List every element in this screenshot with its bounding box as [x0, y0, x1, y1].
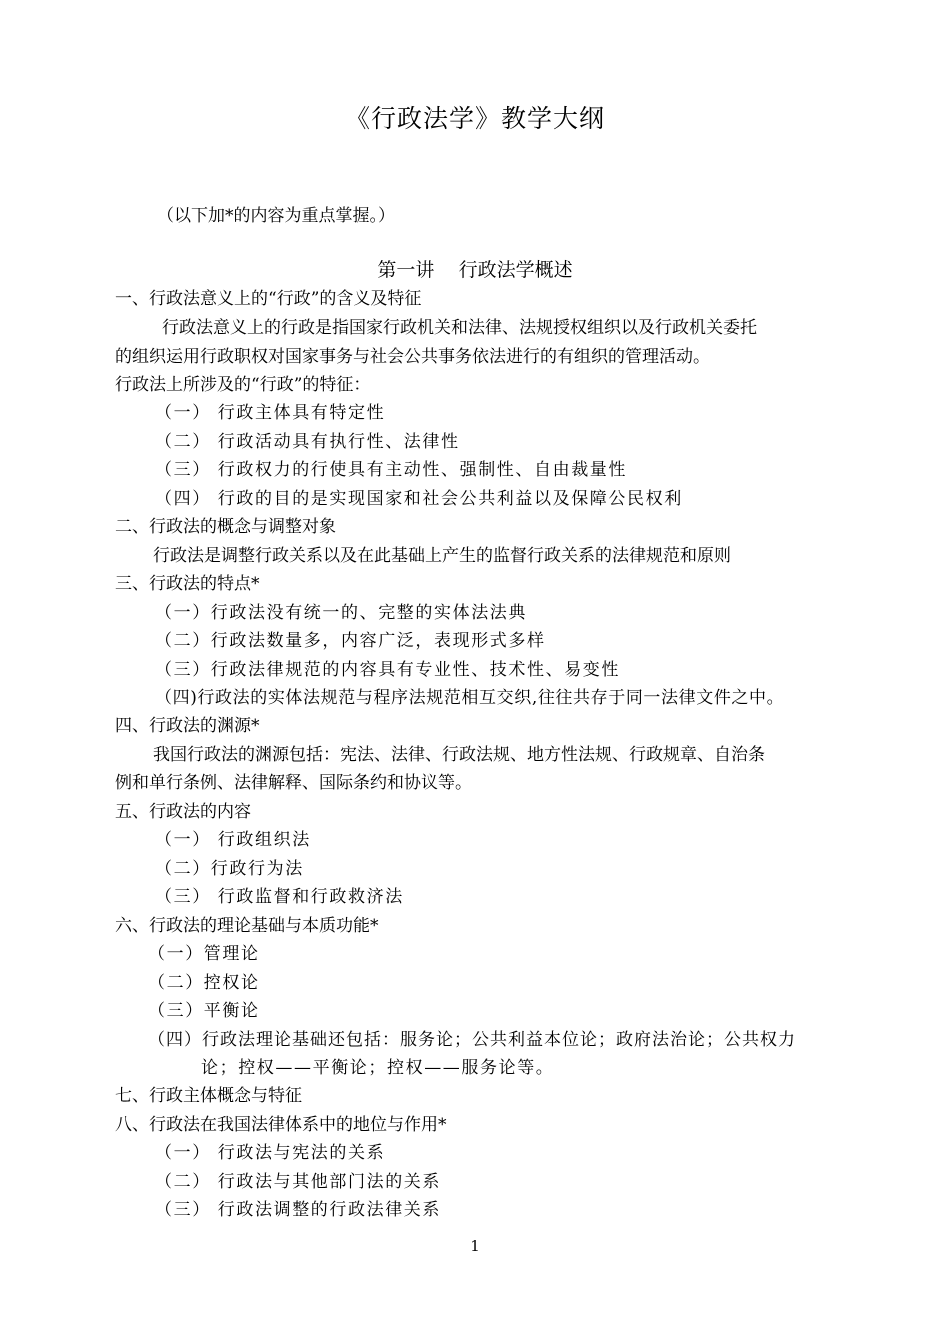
document-title: 《行政法学》教学大纲: [344, 104, 605, 133]
section-3-heading: 三、行政法的特点*: [115, 574, 260, 594]
section-1-heading: 一、行政法意义上的“行政”的含义及特征: [115, 289, 422, 309]
section-1-item: （四） 行政的目的是实现国家和社会公共利益以及保障公民权利: [155, 489, 683, 509]
section-7-heading: 七、行政主体概念与特征: [115, 1086, 302, 1106]
section-5-item: （一） 行政组织法: [155, 830, 311, 850]
section-1-item: （一） 行政主体具有特定性: [155, 403, 386, 423]
section-5-heading: 五、行政法的内容: [115, 802, 251, 822]
section-6-item: （三）平衡论: [148, 1001, 260, 1021]
section-4-paragraph-line-1: 我国行政法的渊源包括：宪法、法律、行政法规、地方性法规、行政规章、自治条: [153, 745, 765, 765]
section-2-heading: 二、行政法的概念与调整对象: [115, 517, 336, 537]
section-5-item: （三） 行政监督和行政救济法: [155, 887, 404, 907]
section-4-heading: 四、行政法的渊源*: [115, 716, 260, 736]
section-3-item: （四)行政法的实体法规范与程序法规范相互交织,往往共存于同一法律文件之中。: [155, 688, 785, 708]
section-8-item: （三） 行政法调整的行政法律关系: [155, 1200, 442, 1220]
note-text: （以下加*的内容为重点掌握。）: [157, 206, 395, 226]
section-6-item: （一）管理论: [148, 944, 260, 964]
section-1-features-intro: 行政法上所涉及的“行政”的特征：: [115, 375, 371, 395]
section-3-item: （二）行政法数量多，内容广泛，表现形式多样: [155, 631, 546, 651]
section-3-item: （三）行政法律规范的内容具有专业性、技术性、易变性: [155, 660, 620, 680]
section-1-paragraph-line-2: 的组织运用行政职权对国家事务与社会公共事务依法进行的有组织的管理活动。: [115, 347, 710, 367]
section-6-item: （二）控权论: [148, 973, 260, 993]
section-1-paragraph-line-1: 行政法意义上的行政是指国家行政机关和法律、法规授权组织以及行政机关委托: [162, 318, 757, 338]
section-2-paragraph: 行政法是调整行政关系以及在此基础上产生的监督行政关系的法律规范和原则: [153, 546, 731, 566]
section-6-item: （四）行政法理论基础还包括：服务论；公共利益本位论；政府法治论；公共权力: [148, 1030, 796, 1050]
section-8-item: （二） 行政法与其他部门法的关系: [155, 1172, 442, 1192]
lecture-title: 第一讲 行政法学概述: [377, 259, 573, 281]
section-3-item: （一）行政法没有统一的、完整的实体法法典: [155, 603, 527, 623]
section-6-item-continuation: 论；控权——平衡论；控权——服务论等。: [201, 1058, 555, 1078]
page-number: 1: [470, 1237, 480, 1255]
section-1-item: （三） 行政权力的行使具有主动性、强制性、自由裁量性: [155, 460, 628, 480]
section-1-item: （二） 行政活动具有执行性、法律性: [155, 432, 460, 452]
section-6-heading: 六、行政法的理论基础与本质功能*: [115, 916, 379, 936]
section-8-heading: 八、行政法在我国法律体系中的地位与作用*: [115, 1115, 447, 1135]
section-4-paragraph-line-2: 例和单行条例、法律解释、国际条约和协议等。: [115, 773, 472, 793]
section-8-item: （一） 行政法与宪法的关系: [155, 1143, 386, 1163]
section-5-item: （二）行政行为法: [155, 859, 304, 879]
